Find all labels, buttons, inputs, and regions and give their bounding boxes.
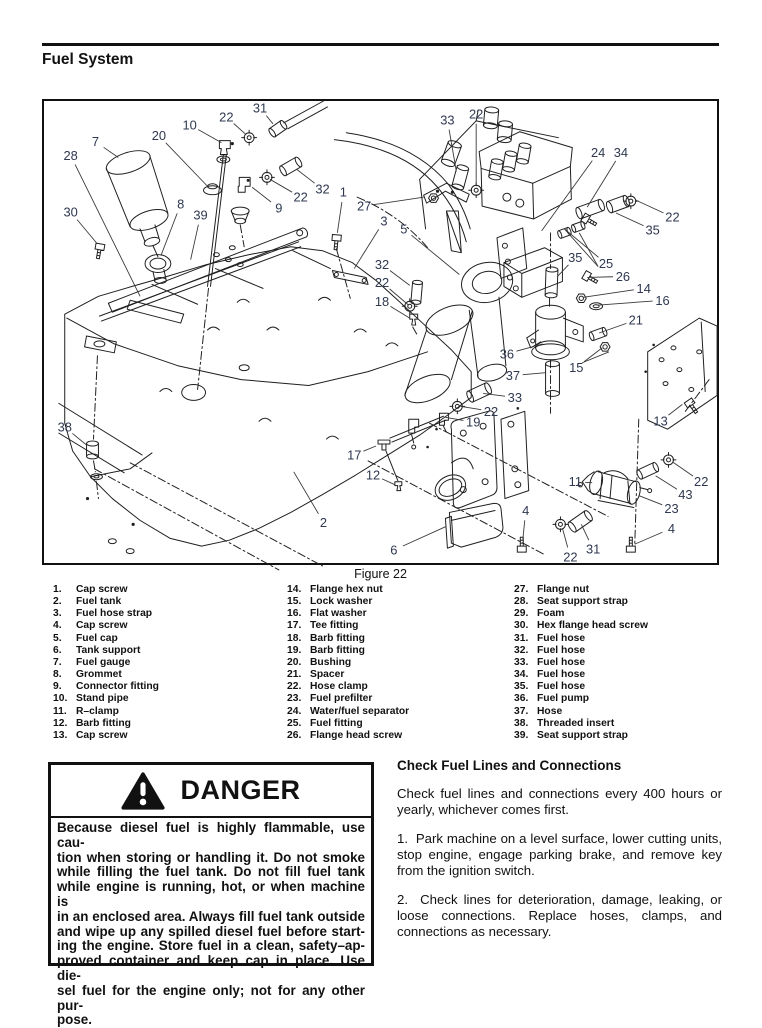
part-number: 7. bbox=[53, 657, 76, 669]
part-label: Connector fitting bbox=[76, 681, 159, 693]
part-label: Fuel hose bbox=[537, 669, 585, 681]
part-item bbox=[514, 706, 739, 718]
callout-23 bbox=[639, 496, 679, 516]
callout-27 bbox=[357, 197, 424, 213]
stand-pipe bbox=[198, 141, 234, 390]
danger-title: DANGER bbox=[180, 775, 300, 806]
part-label: Fuel hose strap bbox=[76, 608, 152, 620]
part-label: Tank support bbox=[76, 645, 140, 657]
part-label: Grommet bbox=[76, 669, 122, 681]
parts-column-3 bbox=[514, 584, 739, 742]
danger-line: ing the engine. Store fuel in a clean, safety–ap- bbox=[57, 939, 365, 954]
part-label: Flange nut bbox=[537, 584, 589, 596]
callout-22 bbox=[219, 109, 246, 134]
water-fuel-separator bbox=[497, 228, 562, 297]
part-item bbox=[53, 608, 283, 620]
callout-number: 37 bbox=[506, 368, 520, 383]
callout-number: 12 bbox=[366, 467, 380, 482]
part-item bbox=[514, 681, 739, 693]
danger-line: proved container and keep cap in place. Use die- bbox=[57, 954, 365, 984]
part-label: Fuel tank bbox=[76, 596, 121, 608]
part-label: Cap screw bbox=[76, 584, 128, 596]
section-check-fuel-lines bbox=[397, 758, 722, 940]
part-number: 30. bbox=[514, 620, 537, 632]
part-number: 35. bbox=[514, 681, 537, 693]
part-number: 19. bbox=[287, 645, 310, 657]
part-label: Flat washer bbox=[310, 608, 367, 620]
body-paragraph: 1. Park machine on a level surface, lower cutting units, stop engine, engage parking brake, and remove key from the ignition switch. bbox=[397, 831, 722, 879]
part-number: 6. bbox=[53, 645, 76, 657]
callout-number: 13 bbox=[653, 414, 667, 429]
callout-20 bbox=[152, 128, 209, 187]
danger-line: and wipe up any spilled diesel fuel before start- bbox=[57, 925, 365, 940]
callout-30 bbox=[64, 205, 97, 243]
callout-number: 38 bbox=[58, 420, 72, 435]
callout-31 bbox=[253, 100, 273, 123]
callout-6 bbox=[390, 526, 446, 557]
section-heading: Check Fuel Lines and Connections bbox=[397, 758, 722, 773]
part-item bbox=[287, 657, 511, 669]
page-title: Fuel System bbox=[42, 51, 133, 69]
callout-43 bbox=[656, 476, 693, 502]
callout-number: 39 bbox=[193, 208, 207, 223]
callout-number: 26 bbox=[616, 269, 630, 284]
part-item bbox=[53, 730, 283, 742]
danger-line: while filling the fuel tank. Do not fill fuel tank bbox=[57, 865, 365, 880]
part-label: Seat support strap bbox=[537, 730, 628, 742]
callout-number: 23 bbox=[664, 501, 678, 516]
callout-9 bbox=[252, 187, 282, 215]
callout-22 bbox=[562, 528, 577, 564]
part-label: Hose bbox=[537, 706, 562, 718]
part-label: Cap screw bbox=[76, 620, 128, 632]
callout-number: 10 bbox=[182, 117, 196, 132]
danger-header bbox=[51, 765, 371, 818]
callout-17 bbox=[347, 446, 376, 462]
part-label: Hex flange head screw bbox=[537, 620, 648, 632]
part-item bbox=[53, 633, 283, 645]
callout-number: 9 bbox=[275, 201, 282, 216]
part-label: Flange hex nut bbox=[310, 584, 383, 596]
part-number: 31. bbox=[514, 633, 537, 645]
part-number: 25. bbox=[287, 718, 310, 730]
part-number: 14. bbox=[287, 584, 310, 596]
callout-number: 17 bbox=[347, 447, 361, 462]
callout-number: 4 bbox=[668, 521, 675, 536]
part-label: Fuel hose bbox=[537, 633, 585, 645]
body-paragraph: Check fuel lines and connections every 400 hours or yearly, whichever comes first. bbox=[397, 786, 722, 818]
fuel-hose-strap bbox=[332, 271, 368, 285]
callout-number: 19 bbox=[466, 415, 480, 430]
part-number: 12. bbox=[53, 718, 76, 730]
part-item bbox=[53, 584, 283, 596]
part-number: 3. bbox=[53, 608, 76, 620]
callout-7 bbox=[92, 134, 118, 157]
part-item bbox=[53, 693, 283, 705]
part-label: Threaded insert bbox=[537, 718, 614, 730]
part-label: Fuel hose bbox=[537, 681, 585, 693]
callout-10 bbox=[182, 117, 221, 142]
callout-5 bbox=[400, 221, 459, 274]
callout-number: 33 bbox=[440, 112, 454, 127]
danger-line: while engine is running, hot, or when machine is bbox=[57, 880, 365, 910]
part-label: Fuel cap bbox=[76, 633, 118, 645]
part-number: 10. bbox=[53, 693, 76, 705]
part-item bbox=[514, 608, 739, 620]
part-item bbox=[514, 669, 739, 681]
diagram-artwork bbox=[59, 101, 717, 570]
part-number: 37. bbox=[514, 706, 537, 718]
callout-number: 22 bbox=[219, 109, 233, 124]
danger-box bbox=[48, 762, 374, 966]
callout-number: 22 bbox=[469, 106, 483, 121]
fuel-prefilter bbox=[578, 419, 652, 543]
part-item bbox=[514, 718, 739, 730]
callout-number: 22 bbox=[375, 275, 389, 290]
seat-support-straps bbox=[99, 228, 307, 321]
callout-number: 22 bbox=[294, 190, 308, 205]
part-label: Barb fitting bbox=[76, 718, 131, 730]
callout-number: 4 bbox=[522, 503, 529, 518]
part-number: 17. bbox=[287, 620, 310, 632]
callout-1 bbox=[337, 185, 347, 233]
callout-number: 7 bbox=[92, 134, 99, 149]
part-number: 24. bbox=[287, 706, 310, 718]
part-label: Cap screw bbox=[76, 730, 128, 742]
callout-number: 31 bbox=[586, 542, 600, 557]
callout-number: 20 bbox=[152, 128, 166, 143]
part-item bbox=[53, 681, 283, 693]
part-number: 5. bbox=[53, 633, 76, 645]
part-item bbox=[514, 693, 739, 705]
callout-number: 15 bbox=[569, 360, 583, 375]
callout-number: 21 bbox=[629, 313, 643, 328]
part-label: Fuel gauge bbox=[76, 657, 130, 669]
part-number: 16. bbox=[287, 608, 310, 620]
part-number: 32. bbox=[514, 645, 537, 657]
part-number: 33. bbox=[514, 657, 537, 669]
part-item bbox=[53, 645, 283, 657]
part-label: Spacer bbox=[310, 669, 344, 681]
mount-strap bbox=[424, 183, 470, 252]
part-number: 18. bbox=[287, 633, 310, 645]
figure-box bbox=[42, 99, 719, 565]
callout-number: 28 bbox=[64, 148, 78, 163]
callout-number: 27 bbox=[357, 199, 371, 214]
fuel-gauge bbox=[103, 146, 170, 257]
part-item bbox=[287, 718, 511, 730]
callout-number: 34 bbox=[614, 145, 628, 160]
part-item bbox=[53, 718, 283, 730]
part-label: Seat support strap bbox=[537, 596, 628, 608]
callout-number: 30 bbox=[64, 205, 78, 220]
part-label: Fuel hose bbox=[537, 645, 585, 657]
callout-number: 11 bbox=[569, 474, 582, 489]
part-item bbox=[287, 693, 511, 705]
callout-16 bbox=[597, 293, 670, 308]
part-number: 22. bbox=[287, 681, 310, 693]
callout-number: 25 bbox=[599, 256, 613, 271]
top-rule bbox=[42, 43, 719, 46]
part-label: Barb fitting bbox=[310, 633, 365, 645]
part-item bbox=[53, 620, 283, 632]
part-label: Fuel fitting bbox=[310, 718, 363, 730]
part-number: 2. bbox=[53, 596, 76, 608]
part-item bbox=[287, 645, 511, 657]
part-number: 15. bbox=[287, 596, 310, 608]
callout-31 bbox=[581, 524, 600, 556]
callout-number: 2 bbox=[320, 515, 327, 530]
callout-35 bbox=[557, 250, 582, 276]
tank-support bbox=[445, 503, 503, 548]
part-label: Fuel pump bbox=[537, 693, 589, 705]
callout-number: 22 bbox=[563, 550, 577, 565]
parts-column-2 bbox=[287, 584, 511, 742]
part-number: 27. bbox=[514, 584, 537, 596]
part-item bbox=[53, 706, 283, 718]
callout-4 bbox=[635, 521, 675, 544]
exploded-diagram bbox=[44, 101, 717, 563]
part-number: 11. bbox=[53, 706, 76, 718]
part-label: Barb fitting bbox=[310, 645, 365, 657]
part-item bbox=[287, 706, 511, 718]
connector-fitting bbox=[231, 177, 250, 246]
body-paragraph: 2. Check lines for deterioration, damage, leaking, or loose connections. Replace hoses, clamps, and connections as necessary. bbox=[397, 892, 722, 940]
callout-4 bbox=[522, 503, 529, 540]
part-item bbox=[514, 633, 739, 645]
part-item bbox=[287, 608, 511, 620]
part-label: Fuel hose bbox=[537, 657, 585, 669]
callout-number: 22 bbox=[694, 474, 708, 489]
callout-11 bbox=[569, 474, 593, 489]
callout-number: 18 bbox=[375, 294, 389, 309]
part-item bbox=[287, 681, 511, 693]
danger-text bbox=[51, 818, 371, 1028]
danger-line: tion when storing or handling it. Do not smoke bbox=[57, 851, 365, 866]
part-item bbox=[287, 633, 511, 645]
callout-35 bbox=[616, 213, 660, 237]
callout-12 bbox=[366, 467, 395, 484]
part-label: Hose clamp bbox=[310, 681, 368, 693]
danger-line: pose. bbox=[57, 1013, 365, 1028]
part-item bbox=[53, 669, 283, 681]
frame-plate bbox=[644, 318, 717, 429]
callout-number: 33 bbox=[508, 390, 522, 405]
part-label: Stand pipe bbox=[76, 693, 129, 705]
part-label: R–clamp bbox=[76, 706, 119, 718]
callout-number: 22 bbox=[484, 404, 498, 419]
part-item bbox=[514, 620, 739, 632]
callout-8 bbox=[161, 197, 184, 256]
figure-caption: Figure 22 bbox=[42, 567, 719, 581]
part-item bbox=[514, 730, 739, 742]
part-label: Lock washer bbox=[310, 596, 372, 608]
part-label: Tee fitting bbox=[310, 620, 358, 632]
danger-line: Because diesel fuel is highly flammable, use cau- bbox=[57, 821, 365, 851]
part-label: Bushing bbox=[310, 657, 351, 669]
part-item bbox=[514, 657, 739, 669]
part-number: 38. bbox=[514, 718, 537, 730]
part-number: 39. bbox=[514, 730, 537, 742]
part-number: 26. bbox=[287, 730, 310, 742]
callout-number: 32 bbox=[315, 182, 329, 197]
part-label: Fuel prefilter bbox=[310, 693, 372, 705]
part-number: 23. bbox=[287, 693, 310, 705]
callout-22 bbox=[636, 200, 680, 224]
section-paragraphs bbox=[397, 786, 722, 940]
callout-37 bbox=[506, 368, 546, 383]
callout-number: 3 bbox=[380, 213, 387, 228]
callout-2 bbox=[294, 472, 327, 530]
callout-number: 24 bbox=[591, 145, 605, 160]
part-number: 1. bbox=[53, 584, 76, 596]
fuel-hose-lines bbox=[284, 101, 328, 129]
callout-number: 43 bbox=[678, 487, 692, 502]
part-number: 13. bbox=[53, 730, 76, 742]
callout-number: 35 bbox=[568, 250, 582, 265]
part-item bbox=[514, 584, 739, 596]
part-item bbox=[53, 657, 283, 669]
part-number: 34. bbox=[514, 669, 537, 681]
callout-number: 22 bbox=[665, 209, 679, 224]
warning-triangle-icon bbox=[121, 772, 165, 810]
part-number: 20. bbox=[287, 657, 310, 669]
callout-number: 36 bbox=[500, 346, 514, 361]
callout-24 bbox=[542, 145, 606, 231]
part-number: 9. bbox=[53, 681, 76, 693]
part-item bbox=[287, 730, 511, 742]
callout-number: 35 bbox=[645, 222, 659, 237]
danger-line: in an enclosed area. Always fill fuel tank outside bbox=[57, 910, 365, 925]
callout-number: 32 bbox=[375, 257, 389, 272]
part-item bbox=[287, 669, 511, 681]
part-number: 4. bbox=[53, 620, 76, 632]
part-item bbox=[53, 596, 283, 608]
part-number: 36. bbox=[514, 693, 537, 705]
part-number: 21. bbox=[287, 669, 310, 681]
part-item bbox=[514, 596, 739, 608]
part-number: 29. bbox=[514, 608, 537, 620]
callout-number: 16 bbox=[655, 293, 669, 308]
part-item bbox=[287, 596, 511, 608]
part-item bbox=[287, 584, 511, 596]
callout-number: 6 bbox=[390, 543, 397, 558]
parts-column-1 bbox=[53, 584, 283, 742]
part-number: 8. bbox=[53, 669, 76, 681]
part-item bbox=[514, 645, 739, 657]
callout-number: 31 bbox=[253, 100, 267, 115]
fuel-tank-outline bbox=[65, 246, 471, 546]
callout-number: 8 bbox=[177, 197, 184, 212]
callout-13 bbox=[653, 404, 682, 428]
callout-number: 1 bbox=[340, 185, 347, 200]
part-label: Flange head screw bbox=[310, 730, 402, 742]
callout-number: 5 bbox=[400, 221, 407, 236]
callout-22 bbox=[672, 462, 708, 489]
callout-33 bbox=[483, 390, 522, 405]
danger-line: sel fuel for the engine only; not for any other pur- bbox=[57, 984, 365, 1014]
callout-39 bbox=[191, 208, 208, 260]
part-number: 28. bbox=[514, 596, 537, 608]
part-label: Water/fuel separator bbox=[310, 706, 409, 718]
part-label: Foam bbox=[537, 608, 564, 620]
part-item bbox=[287, 620, 511, 632]
callout-number: 14 bbox=[637, 281, 651, 296]
